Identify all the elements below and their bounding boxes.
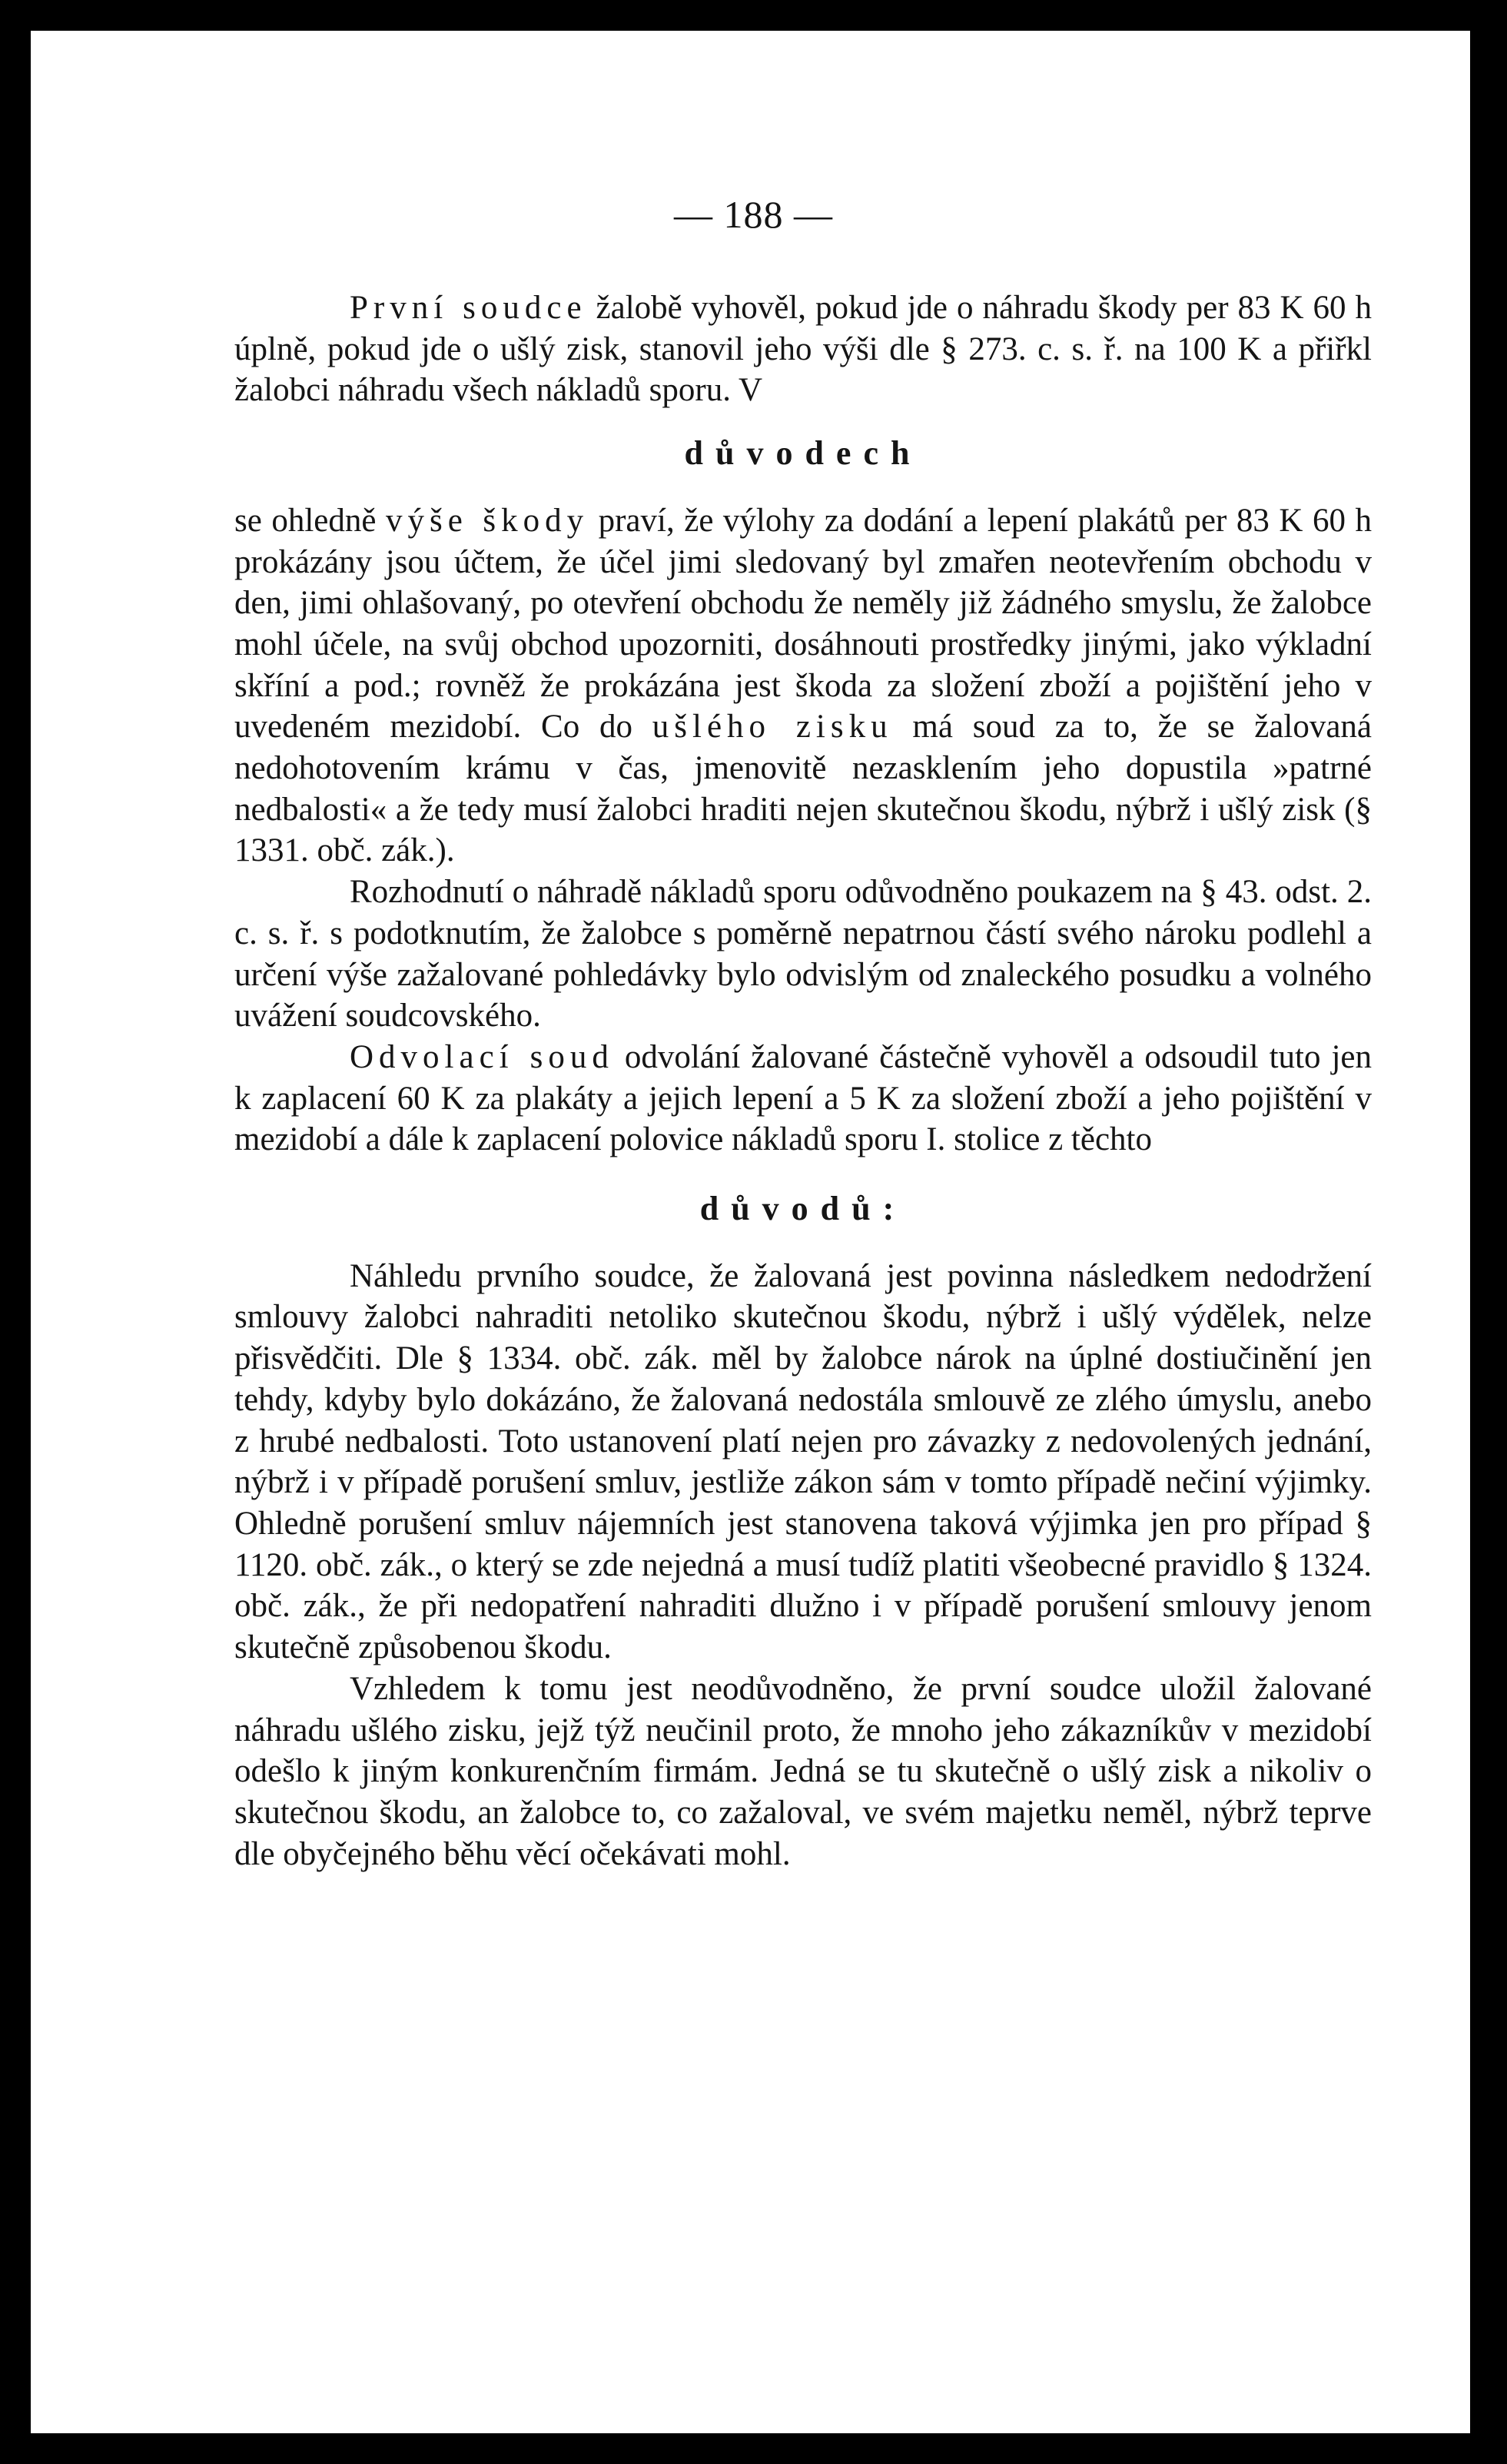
heading-grounds: důvodů: [699, 1190, 907, 1228]
paragraph-appeal [234, 1037, 1372, 1161]
body-text [234, 287, 1372, 1875]
spaced-phrase: výše škody [386, 502, 589, 539]
paragraph-opinion: Náhledu prvního soudce, že žalovaná jest povinna následkem nedodržení smlouvy žalobci nahraditi netoliko skutečnou škodu, nýbrž i ušlý výdělek, nelze přisvědčiti. Dle § 1334. obč. zák. měl by žalobce nárok na úplné dostiučinění jen tehdy, kdyby bylo dokázáno, že žalovaná nedostála smlouvě ze zlého úmyslu, anebo z hrubé nedbalosti. Toto ustanovení platí nejen pro závazky z nedovolených jednání, nýbrž i v případě porušení smluv, jestliže zákon sám v tomto případě nečiní výjimky. Ohledně porušení smluv nájemních jest stanovena taková výjimka jen pro případ § 1120. obč. zák., o který se zde nejedná a musí tudíž platiti všeobecné pravidlo § 1324. obč. zák., že při nedopatření nahraditi dlužno i v případě porušení smlouvy jenom skutečně způsobenou škodu. [234, 1257, 1372, 1666]
paragraph-text: odvolání žalované částečně vyhověl a odsoudil tuto jen k zaplacení 60 K za plakáty a jejich lepení a 5 K za složení zboží a jeho pojištění v mezidobí a dále k zaplacení polovice nákladů sporu I. stolice z těchto [234, 1038, 1373, 1158]
page-number: — 188 — [674, 193, 833, 236]
spaced-phrase: ušlého zisku [652, 709, 893, 746]
paragraph-costs: Rozhodnutí o náhradě nákladů sporu odůvodněno poukazem na § 43. odst. 2. c. s. ř. s podotknutím, že žalobce s poměrně nepatrnou částí svého nároku podlehl a určení výše zažalované pohledávky bylo odvislým od znaleckého posudku a volného uvážení soudcovského. [234, 874, 1372, 1034]
paragraph-reasons [234, 500, 1372, 872]
paragraph-text: praví, že výlohy za dodání a lepení plakátů per 83 K 60 h prokázány jsou účtem, že účel jimi sledovaný byl zmařen neotevřením obchodu v den, jimi ohlašovaný, po otevření obchodu že neměly již žádného smyslu, že žalobce mohl účele, na svůj obchod upozorniti, dosáhnouti prostředky jinými, jako výkladní skříní a pod.; rovněž že prokázána jest škoda za složení zboží a pojištění jeho v uvedeném mezidobí. Co do [234, 502, 1372, 746]
spaced-phrase: Odvolací soud [350, 1038, 614, 1075]
heading-reasons: důvodech [684, 434, 922, 473]
paragraph-text: se ohledně [234, 502, 386, 539]
paragraph-first-instance [234, 287, 1372, 411]
paragraph-conclusion: Vzhledem k tomu jest neodůvodněno, že první soudce uložil žalované náhradu ušlého zisku, jejž týž neučinil proto, že mnoho jeho zákazníkův v mezidobí odešlo k jiným konkurenčním firmám. Jedná se tu skutečně o ušlý zisk a nikoliv o skutečnou škodu, an žalobce to, co zažaloval, ve svém majetku neměl, nýbrž teprve dle obyčejného běhu věcí očekávati mohl. [234, 1670, 1372, 1872]
paragraph-text: má soud za to, že se žalovaná nedohotovením krámu v čas, jmenovitě nezasklením jeho dopustila »patrné nedbalosti« a že tedy musí žalobci hraditi nejen skutečnou škodu, nýbrž i ušlý zisk (§ 1331. obč. zák.). [234, 709, 1372, 869]
spaced-phrase: První soudce [350, 290, 587, 326]
paragraph-text: žalobě vyhověl, pokud jde o náhradu škody per 83 K 60 h úplně, pokud jde o ušlý zisk, stanovil jeho výši dle § 273. c. s. ř. na 100 K a přiřkl žalobci náhradu všech nákladů sporu. V [234, 290, 1373, 409]
